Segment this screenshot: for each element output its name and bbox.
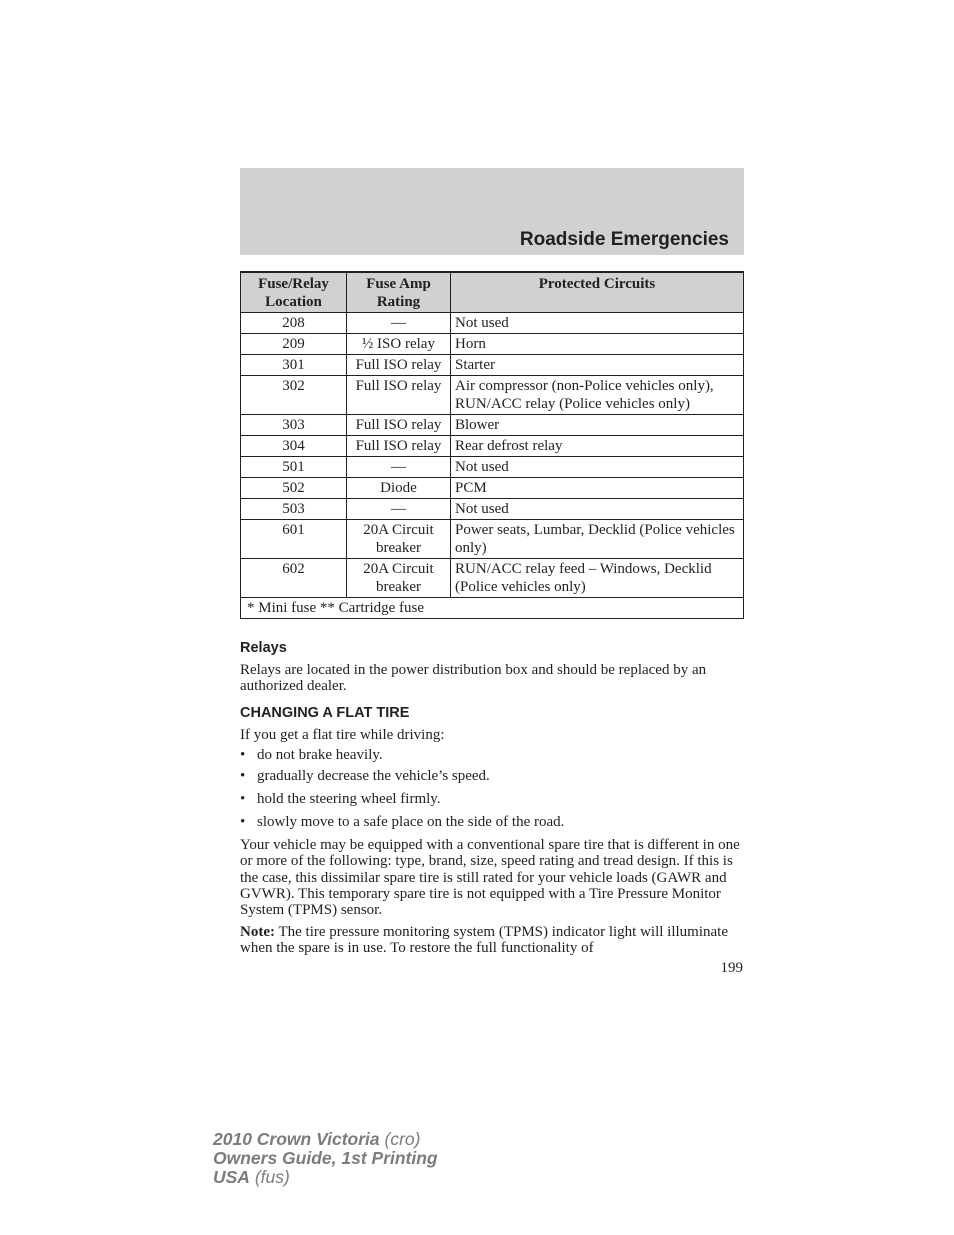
cell-circuits: Not used bbox=[451, 499, 744, 520]
cell-rating: 20A Circuit breaker bbox=[347, 520, 451, 559]
table-row bbox=[241, 415, 744, 436]
cell-location: 501 bbox=[241, 457, 347, 478]
bullet-icon: • bbox=[240, 814, 246, 830]
cell-location: 209 bbox=[241, 334, 347, 355]
cell-rating: — bbox=[347, 499, 451, 520]
cell-rating: — bbox=[347, 313, 451, 334]
cell-location: 302 bbox=[241, 376, 347, 415]
cell-circuits: Blower bbox=[451, 415, 744, 436]
cell-location: 601 bbox=[241, 520, 347, 559]
table-footnote: * Mini fuse ** Cartridge fuse bbox=[241, 598, 744, 619]
note-label: Note: bbox=[240, 924, 275, 940]
table-row bbox=[241, 457, 744, 478]
table-row bbox=[241, 334, 744, 355]
cell-circuits: Horn bbox=[451, 334, 744, 355]
cell-rating: 20A Circuit breaker bbox=[347, 559, 451, 598]
bullet-icon: • bbox=[240, 791, 246, 807]
list-item: • do not brake heavily. bbox=[240, 747, 383, 763]
cell-rating: Full ISO relay bbox=[347, 436, 451, 457]
section-header-band bbox=[240, 168, 744, 255]
cell-location: 208 bbox=[241, 313, 347, 334]
table-row bbox=[241, 520, 744, 559]
cell-circuits: PCM bbox=[451, 478, 744, 499]
column-header-location: Fuse/Relay Location bbox=[241, 272, 347, 313]
cell-circuits: Rear defrost relay bbox=[451, 436, 744, 457]
cell-location: 503 bbox=[241, 499, 347, 520]
table-footnote-row bbox=[241, 598, 744, 619]
cell-circuits: Not used bbox=[451, 457, 744, 478]
bullet-icon: • bbox=[240, 747, 246, 763]
cell-rating: ½ ISO relay bbox=[347, 334, 451, 355]
cell-circuits: Air compressor (non-Police vehicles only), RUN/ACC relay (Police vehicles only) bbox=[451, 376, 744, 415]
flat-tire-heading: CHANGING A FLAT TIRE bbox=[240, 705, 410, 721]
cell-location: 301 bbox=[241, 355, 347, 376]
cell-location: 304 bbox=[241, 436, 347, 457]
spare-tire-paragraph: Your vehicle may be equipped with a conventional spare tire that is different in one or more of the following: type, brand, size, speed rating and tread design. If this is the case, this dissimilar spare tire is still rated for your vehicle loads (GAWR and GVWR). This temporary spare tire is not equipped with a Tire Pressure Monitor System (TPMS) sensor. bbox=[240, 837, 740, 919]
cell-rating: — bbox=[347, 457, 451, 478]
table-row bbox=[241, 499, 744, 520]
cell-circuits: Starter bbox=[451, 355, 744, 376]
table-row bbox=[241, 559, 744, 598]
document-footer: 2010 Crown Victoria (cro) Owners Guide, 1st Printing USA (fus) bbox=[213, 1129, 438, 1187]
table-row bbox=[241, 313, 744, 334]
table-row bbox=[241, 376, 744, 415]
bullet-icon: • bbox=[240, 768, 246, 784]
page-number: 199 bbox=[720, 960, 743, 976]
cell-location: 502 bbox=[241, 478, 347, 499]
cell-rating: Full ISO relay bbox=[347, 355, 451, 376]
list-item: • gradually decrease the vehicle’s speed. bbox=[240, 768, 490, 784]
cell-circuits: Not used bbox=[451, 313, 744, 334]
cell-rating: Full ISO relay bbox=[347, 376, 451, 415]
relays-heading: Relays bbox=[240, 640, 287, 656]
list-item: • slowly move to a safe place on the side of the road. bbox=[240, 814, 565, 830]
table-row bbox=[241, 436, 744, 457]
fuse-relay-table bbox=[240, 271, 744, 619]
relays-paragraph: Relays are located in the power distribution box and should be replaced by an authorized dealer. bbox=[240, 662, 707, 695]
cell-circuits: Power seats, Lumbar, Decklid (Police vehicles only) bbox=[451, 520, 744, 559]
table-row bbox=[241, 478, 744, 499]
list-item: • hold the steering wheel firmly. bbox=[240, 791, 441, 807]
cell-location: 303 bbox=[241, 415, 347, 436]
cell-circuits: RUN/ACC relay feed – Windows, Decklid (Police vehicles only) bbox=[451, 559, 744, 598]
flat-tire-intro: If you get a flat tire while driving: bbox=[240, 727, 445, 743]
column-header-rating: Fuse Amp Rating bbox=[347, 272, 451, 313]
column-header-circuits: Protected Circuits bbox=[451, 272, 744, 313]
table-body bbox=[241, 313, 744, 598]
note-text: The tire pressure monitoring system (TPMS) indicator light will illuminate when the spare is in use. To restore the full functionality of bbox=[240, 924, 728, 957]
cell-location: 602 bbox=[241, 559, 347, 598]
note-paragraph bbox=[240, 924, 745, 957]
table-header-row bbox=[241, 272, 744, 313]
section-title: Roadside Emergencies bbox=[519, 229, 729, 250]
table-row bbox=[241, 355, 744, 376]
cell-rating: Full ISO relay bbox=[347, 415, 451, 436]
cell-rating: Diode bbox=[347, 478, 451, 499]
